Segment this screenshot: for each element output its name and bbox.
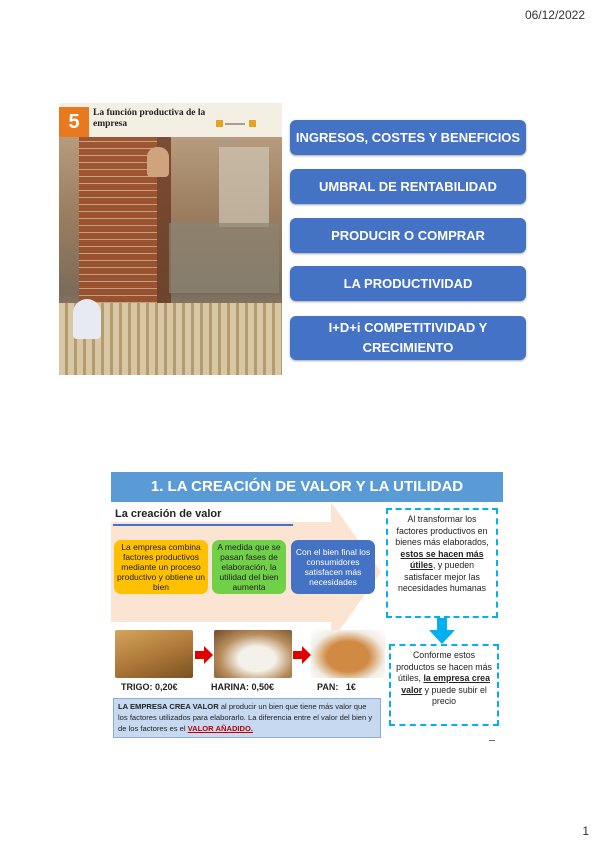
utility-note-text: Al transformar los factores productivos en bienes más elaborados, — [395, 514, 489, 547]
wheat-photo — [115, 630, 193, 678]
utility-note-text-2: , y pueden satisfacer mejor las necesidades humanas — [397, 560, 487, 593]
slide-title: 1. LA CREACIÓN DE VALOR Y LA UTILIDAD — [111, 472, 503, 502]
slide-1 — [59, 103, 529, 375]
value-note-emph: la empresa crea valor — [401, 673, 490, 695]
worker-figure — [73, 299, 101, 339]
value-note-text: Conforme estos productos se hacen más útiles, — [396, 650, 492, 683]
chapter-title: La función productiva de la empresa — [93, 108, 206, 129]
button-productividad[interactable]: LA PRODUCTIVIDAD — [290, 266, 526, 301]
slide-2 — [111, 472, 503, 744]
red-right-arrow-icon — [195, 646, 213, 664]
utility-note-emph: estos se hacen más útiles — [400, 548, 484, 570]
value-note-text-2: y puede subir el precio — [422, 684, 487, 706]
price-wheat: TRIGO: 0,20€ — [121, 682, 178, 692]
cover-tags — [216, 115, 280, 127]
price-flour: HARINA: 0,50€ — [211, 682, 275, 692]
value-note — [389, 644, 499, 726]
definition-emph: VALOR AÑADIDO. — [187, 724, 254, 733]
bread-photo — [311, 630, 385, 678]
tag-line — [225, 123, 245, 125]
tag-mark-icon — [249, 120, 256, 127]
definition-text: al producir un bien que tiene más valor que los factores utilizados para elaborarlo. La diferencia entre el valor del bien y de los factores es el — [118, 702, 373, 733]
button-idi[interactable]: I+D+i COMPETITIVIDAD Y CRECIMIENTO — [290, 316, 526, 360]
chapter-number: 5 — [59, 107, 89, 137]
button-umbral-rentabilidad[interactable]: UMBRAL DE RENTABILIDAD — [290, 169, 526, 204]
page-number: 1 — [582, 824, 589, 838]
value-added-definition — [113, 698, 381, 738]
utility-note — [386, 508, 498, 618]
button-ingresos-costes[interactable]: INGRESOS, COSTES Y BENEFICIOS — [290, 120, 526, 155]
definition-lead: LA EMPRESA CREA VALOR — [118, 702, 219, 711]
tag-mark-icon — [216, 120, 223, 127]
step-final-box: Con el bien final los consumidores satisfacen más necesidades — [291, 540, 375, 594]
step-utility-box: A medida que se pasan fases de elaboración, la utilidad del bien aumenta — [212, 540, 286, 594]
down-arrow-icon — [429, 618, 455, 644]
machine — [169, 223, 279, 293]
red-right-arrow-icon — [293, 646, 311, 664]
price-bread: PAN: 1€ — [317, 682, 356, 692]
flour-photo — [214, 630, 292, 678]
date: 06/12/2022 — [524, 8, 585, 22]
window — [219, 147, 269, 227]
worker-figure — [147, 147, 169, 177]
tag-line — [216, 141, 236, 143]
subtitle-underline — [113, 524, 293, 526]
small-dash — [489, 740, 495, 741]
section-subtitle: La creación de valor — [115, 508, 222, 520]
step-combine-box: La empresa combina factores productivos mediante un proceso productivo y obtiene un bien — [114, 540, 208, 594]
cover-image — [59, 103, 282, 375]
button-producir-comprar[interactable]: PRODUCIR O COMPRAR — [290, 218, 526, 253]
